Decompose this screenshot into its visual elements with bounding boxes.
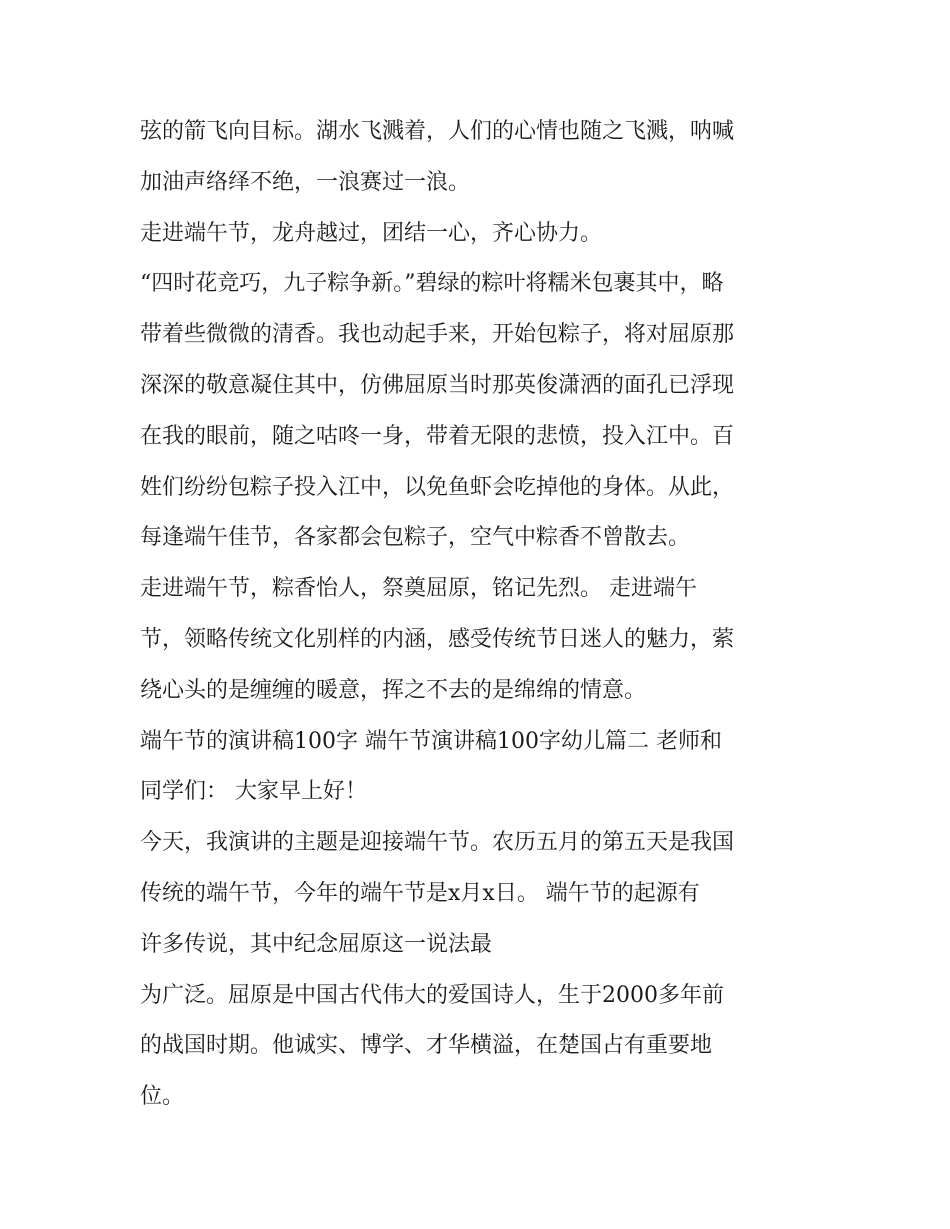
text-line: 位。 [140,1084,185,1110]
text-line: 为广泛。屈原是中国古代伟大的爱国诗人，生于2000多年前 [140,982,724,1008]
document-body [140,107,820,1123]
text-line: 加油声络绎不绝，一浪赛过一浪。 [140,169,471,195]
text-line: 许多传说，其中纪念屈原这一说法最 [140,931,493,957]
text-line: 同学们： 大家早上好！ [140,779,367,805]
text-line: 绕心头的是缠缠的暖意，挥之不去的是绵绵的情意。 [140,677,647,703]
text-line: 走进端午节，龙舟越过，团结一心，齐心协力。 [140,220,603,246]
text-line: 走进端午节，粽香怡人，祭奠屈原，铭记先烈。 走进端午 [140,576,697,602]
text-line: 在我的眼前，随之咕咚一身，带着无限的悲愤，投入江中。百 [140,423,735,449]
text-line: 每逢端午佳节，各家都会包粽子，空气中粽香不曾散去。 [140,525,691,551]
text-line: 带着些微微的清香。我也动起手来，开始包粽子，将对屈原那 [140,322,735,348]
text-line: 弦的箭飞向目标。湖水飞溅着，人们的心情也随之飞溅，呐喊 [140,119,735,144]
text-line: 深深的敬意凝住其中，仿佛屈原当时那英俊潇洒的面孔已浮现 [140,372,735,398]
text-line: 节，领略传统文化别样的内涵，感受传统节日迷人的魅力，萦 [140,626,735,652]
text-line: “四时花竞巧，九子粽争新。”碧绿的粽叶将糯米包裹其中，略 [140,271,724,297]
text-line: 端午节的演讲稿100字 端午节演讲稿100字幼儿篇二 老师和 [140,728,722,754]
text-line: 的战国时期。他诚实、博学、才华横溢，在楚国占有重要地 [140,1033,713,1059]
text-line: 今天，我演讲的主题是迎接端午节。农历五月的第五天是我国 [140,830,735,856]
text-line: 姓们纷纷包粽子投入江中，以免鱼虾会吃掉他的身体。从此， [140,474,735,500]
text-line: 传统的端午节，今年的端午节是x月x日。 端午节的起源有 [140,880,700,906]
